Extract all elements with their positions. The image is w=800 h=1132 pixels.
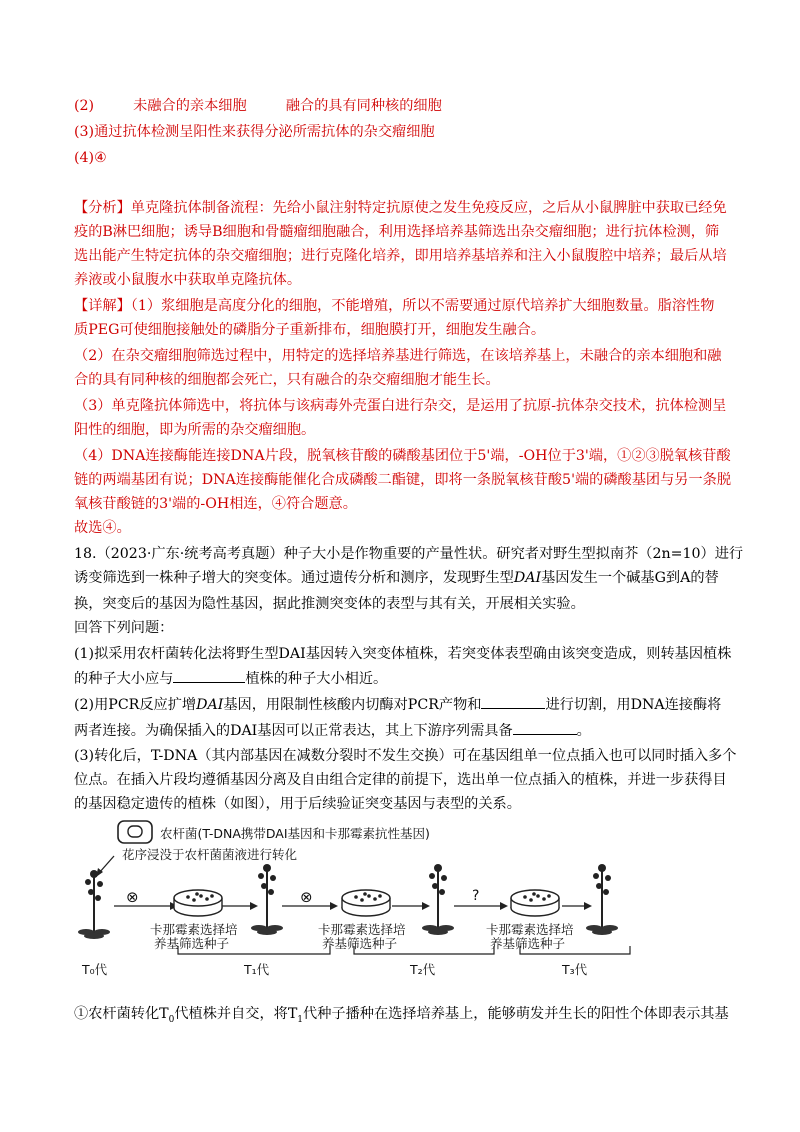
plant-T0-icon: [78, 870, 110, 939]
q18-sub1-text-a: 的种子大小应与: [74, 671, 174, 687]
detail-tag: 【详解】: [74, 298, 131, 314]
detail-line-4: 合的具有同种核的细胞都会死亡，只有融合的杂交瘤细胞才能生长。: [74, 372, 500, 388]
q18-sub2-text-b: 基因，用限制性核酸内切酶对PCR产物和: [223, 697, 482, 713]
answer-blank-1[interactable]: [173, 668, 245, 683]
answer-2-part1: 未融合的亲本细胞: [133, 98, 247, 114]
q18-sub2-text-c: 进行切割，用DNA连接酶将: [545, 697, 722, 713]
q18-sub2-line2: [74, 720, 734, 741]
dish-3-label-2: 养基筛选种子: [490, 936, 566, 951]
q18-sub1-line1: (1)拟采用农杆菌转化法将野生型DAI基因转入突变体植株，若突变体表型确由该突变造成，则转基因植株: [74, 646, 732, 662]
q18-sub1-text-b: 植株的种子大小相近。: [245, 671, 388, 687]
detail-line-2: 质PEG可使细胞接触处的磷脂分子重新排布，细胞膜打开，细胞发生融合。: [74, 322, 546, 338]
q18-sub3-line2: 位点。在插入片段均遵循基因分离及自由组合定律的前提下，选出单一位点插入的植株，并进一步获得目: [74, 772, 727, 788]
detail-line-9: 氧核苷酸链的3'端的-OH相连，④符合题意。: [74, 496, 357, 512]
dish-3-label-1: 卡那霉素选择培: [486, 922, 574, 937]
q18-sub2-text-d: 两者连接。为确保插入的DAI基因可以正常表达，其上下游序列需具备: [74, 723, 513, 739]
generation-T0: T₀代: [82, 962, 108, 977]
selfing-symbol-1: ⊗: [126, 888, 139, 906]
plant-T2-icon: [422, 864, 454, 935]
q18-intro-2a: 诱变筛选到一株种子增大的突变体。通过遗传分析和测序，发现野生型: [74, 570, 514, 586]
figure-legend: 农杆菌(T-DNA携带DAI基因和卡那霉素抗性基因): [160, 826, 430, 841]
answer-4: (4)④: [74, 150, 107, 166]
q18-sub3-line1: (3)转化后，T-DNA（其内部基因在减数分裂时不发生交换）可在基因组单一位点插入也可以同时插入多个: [74, 748, 737, 764]
last-text-c: 代种子播种在选择培养基上，能够萌发并生长的阳性个体即表示其基: [303, 1006, 729, 1022]
answer-3: (3)通过抗体检测呈阳性来获得分泌所需抗体的杂交瘤细胞: [74, 124, 435, 140]
dish-2-label-1: 卡那霉素选择培: [318, 922, 406, 937]
transformation-figure: [74, 818, 734, 993]
petri-dish-3-icon: [511, 890, 559, 916]
selfing-symbol-2: ⊗: [300, 888, 313, 906]
detail-line-6: 阳性的细胞，即为所需的杂交瘤细胞。: [74, 422, 316, 438]
analysis-line-3: 选出能产生特定抗体的杂交瘤细胞；进行克隆化培养，即用培养基培养和注入小鼠腹腔中培养；最后从培: [74, 248, 727, 264]
detail-text-1: （1）浆细胞是高度分化的细胞，不能增殖，所以不需要通过原代培养扩大细胞数量。脂溶性物: [130, 298, 715, 314]
generation-T1: T₁代: [244, 962, 270, 977]
question-mark: ?: [472, 888, 480, 904]
q18-sub3-line3: 的基因稳定遗传的植株（如图），用于后续验证突变基因与表型的关系。: [74, 796, 521, 812]
plant-T1-icon: [251, 864, 283, 935]
q18-prompt: 回答下列问题：: [74, 620, 174, 636]
dish-1-label-1: 卡那霉素选择培: [150, 922, 238, 937]
analysis-line-1: [74, 198, 734, 218]
agrobacterium-cell-icon: [128, 826, 142, 837]
detail-line-1: [74, 296, 734, 316]
q18-sub3-item1: [74, 1004, 734, 1030]
figure-dip-note: 花序浸没于农杆菌菌液进行转化: [122, 847, 298, 862]
petri-dish-2-icon: [342, 890, 390, 916]
analysis-line-4: 养液或小鼠腹水中获取单克隆抗体。: [74, 272, 302, 288]
gene-name-2: DAI: [196, 697, 224, 713]
detail-line-7: （4）DNA连接酶能连接DNA片段，脱氧核苷酸的磷酸基团位于5'端，-OH位于3'端，①②③脱氧核苷酸: [74, 448, 731, 464]
analysis-line-2: 疫的B淋巴细胞；诱导B细胞和骨髓瘤细胞融合，利用选择培养基筛选出杂交瘤细胞；进行抗体检测，筛: [74, 224, 720, 240]
dish-2-label-2: 养基筛选种子: [322, 936, 398, 951]
answer-blank-3[interactable]: [513, 720, 577, 735]
detail-line-3: （2）在杂交瘤细胞筛选过程中，用特定的选择培养基进行筛选，在该培养基上，未融合的亲本细胞和融: [74, 348, 722, 364]
subscript-0: 0: [168, 1014, 175, 1025]
q18-sub2-line1: [74, 694, 734, 715]
dish-1-label-2: 养基筛选种子: [154, 936, 230, 951]
q18-sub1-line2: [74, 668, 734, 689]
q18-intro-2: [74, 568, 734, 588]
answer-blank-2[interactable]: [481, 694, 545, 709]
detail-line-8: 链的两端基团有说；DNA连接酶能催化合成磷酸二酯键，即将一条脱氧核苷酸5'端的磷酸基团与另一条脱: [74, 472, 732, 488]
answer-2-part2: 融合的具有同种核的细胞: [285, 98, 442, 114]
q18-intro-3: 换，突变后的基因为隐性基因，据此推测突变体的表型与其有关，开展相关实验。: [74, 596, 585, 612]
subscript-1: 1: [297, 1014, 304, 1025]
answer-2: [74, 96, 734, 116]
petri-dish-1-icon: [174, 890, 222, 916]
answer-2-number: (2): [74, 98, 95, 114]
plant-T3-icon: [586, 864, 618, 935]
dip-arrow: [99, 856, 114, 873]
q18-intro-1: 18.（2023·广东·统考高考真题）种子大小是作物重要的产量性状。研究者对野生型拟南芥（2n=10）进行: [74, 546, 744, 562]
gene-name: DAI: [513, 570, 542, 586]
q18-intro-2b: 基因发生一个碱基G到A的替: [541, 570, 719, 586]
q18-sub2-text-a: (2)用PCR反应扩增: [74, 697, 197, 713]
q18-sub2-text-e: 。: [576, 723, 591, 739]
last-text-b: 代植株并自交，将T: [174, 1006, 298, 1022]
last-text-a: ①农杆菌转化T: [74, 1006, 169, 1022]
generation-T2: T₂代: [410, 962, 436, 977]
detail-line-5: （3）单克隆抗体筛选中，将抗体与该病毒外壳蛋白进行杂交，是运用了抗原-抗体杂交技术，抗体检测呈: [74, 398, 727, 414]
generation-T3: T₃代: [562, 962, 588, 977]
detail-conclusion: 故选④。: [74, 520, 131, 536]
analysis-tag: 【分析】: [74, 200, 131, 216]
analysis-text-1: 单克隆抗体制备流程：先给小鼠注射特定抗原使之发生免疫反应，之后从小鼠脾脏中获取已经免: [130, 200, 727, 216]
